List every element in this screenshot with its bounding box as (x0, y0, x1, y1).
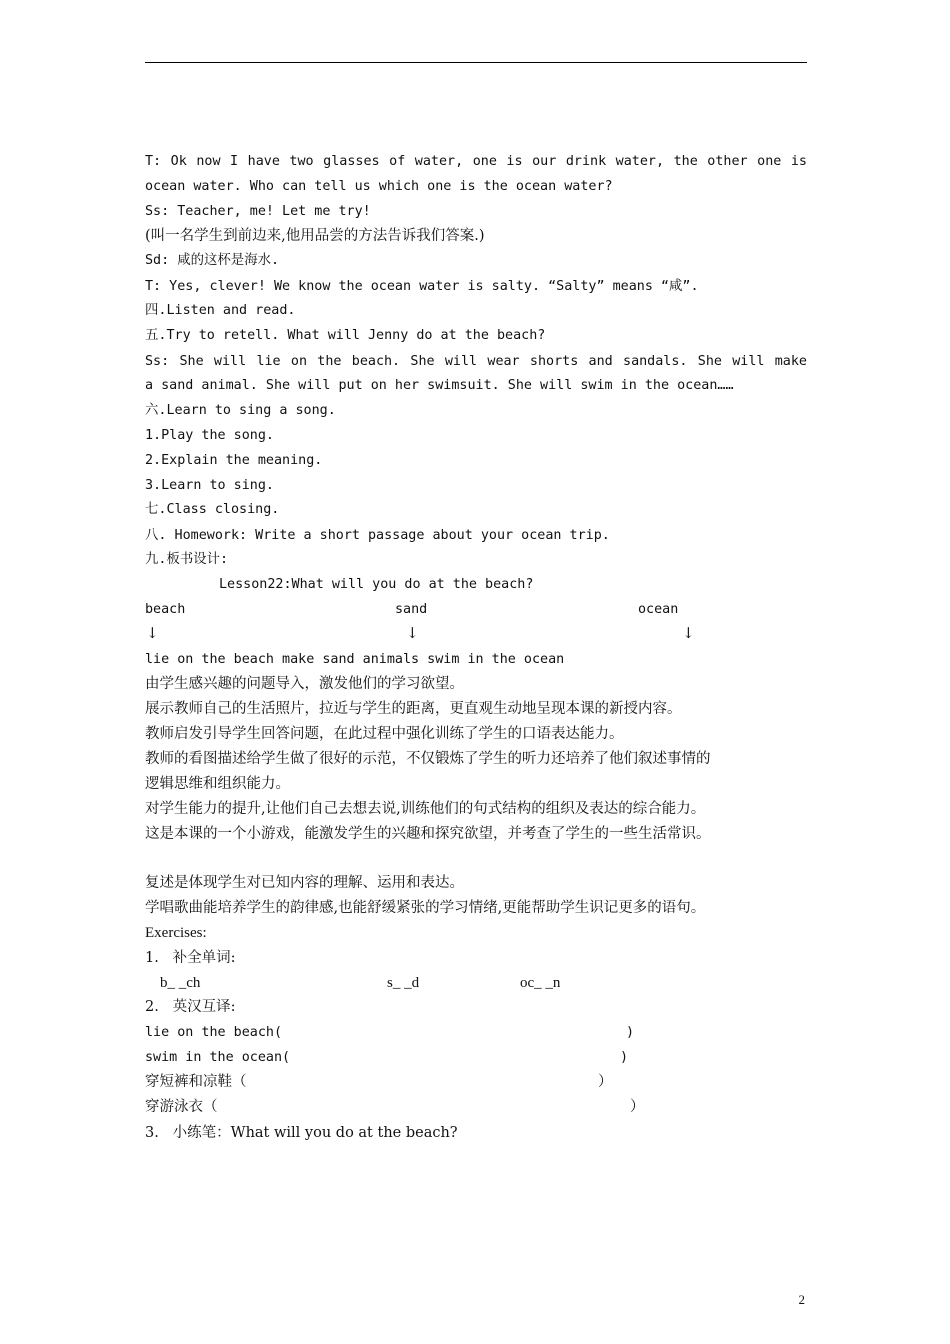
exercises-heading: Exercises: (145, 925, 207, 941)
text-line: 3.Learn to sing. (145, 478, 274, 493)
translate-item: 穿短裤和凉鞋（ (145, 1074, 247, 1090)
note-line: 由学生感兴趣的问题导入，激发他们的学习欲望。 (145, 676, 464, 692)
translate-close-paren: ） (630, 1099, 645, 1115)
text-line: Ss: Teacher, me! Let me try! (145, 204, 371, 219)
board-title: Lesson22:What will you do at the beach? (219, 577, 534, 592)
board-word-ocean: ocean (638, 602, 679, 617)
text-line: 七.Class closing. (145, 502, 280, 517)
fill-word-sand: s_ _d (387, 975, 420, 991)
text-line: Ss: She will lie on the beach. She will wear shorts and sandals. She will make (145, 354, 807, 369)
note-line: 这是本课的一个小游戏，能激发学生的兴趣和探究欲望，并考查了学生的一些生活常识。 (145, 826, 711, 842)
board-word-beach: beach (145, 602, 186, 617)
arrow-down-icon: ↓ (406, 624, 419, 642)
translate-item: lie on the beach( (145, 1025, 283, 1040)
text-line: 九.板书设计: (145, 552, 229, 567)
note-line: 逻辑思维和组织能力。 (145, 776, 290, 792)
text-line: 1.Play the song. (145, 428, 274, 443)
text-line: (叫一名学生到前边来,他用品尝的方法告诉我们答案.) (145, 228, 485, 244)
arrow-down-icon: ↓ (682, 624, 695, 642)
text-line: 八. Homework: Write a short passage about your ocean trip. (145, 528, 610, 543)
text-line: T: Yes, clever! We know the ocean water is salty. “Salty” means “咸”. (145, 279, 699, 294)
note-line: 学唱歌曲能培养学生的韵律感,也能舒缓紧张的学习情绪,更能帮助学生识记更多的语句。 (145, 900, 706, 916)
translate-item: swim in the ocean( (145, 1050, 291, 1065)
text-line: ocean water. Who can tell us which one is the ocean water? (145, 179, 613, 194)
fill-word-ocean: oc_ _n (520, 975, 561, 991)
exercise-q2: 2. 英汉互译: (145, 999, 236, 1015)
note-line: 对学生能力的提升,让他们自己去想去说,训练他们的句式结构的组织及表达的综合能力。 (145, 801, 706, 817)
translate-close-paren: ） (598, 1074, 613, 1090)
text-line: 四.Listen and read. (145, 303, 296, 318)
translate-close-paren: ) (620, 1050, 629, 1065)
translate-item: 穿游泳衣（ (145, 1099, 218, 1115)
board-phrases: lie on the beach make sand animals swim in the ocean (145, 652, 565, 667)
text-line: 五.Try to retell. What will Jenny do at the beach? (145, 328, 546, 343)
fill-word-beach: b_ _ch (160, 975, 201, 991)
arrow-down-icon: ↓ (146, 624, 159, 642)
text-line: 六.Learn to sing a song. (145, 403, 336, 418)
text-line: Sd: 咸的这杯是海水. (145, 253, 280, 268)
note-line: 复述是体现学生对已知内容的理解、运用和表达。 (145, 875, 464, 891)
text-line: a sand animal. She will put on her swimsuit. She will swim in the ocean…… (145, 378, 734, 393)
page-number: 2 (798, 1292, 805, 1307)
note-line: 教师启发引导学生回答问题，在此过程中强化训练了学生的口语表达能力。 (145, 726, 624, 742)
translate-close-paren: ) (626, 1025, 635, 1040)
text-line: 2.Explain the meaning. (145, 453, 323, 468)
exercise-q1: 1. 补全单词: (145, 950, 236, 966)
header-rule (145, 62, 807, 63)
text-line: T: Ok now I have two glasses of water, one is our drink water, the other one is (145, 154, 807, 169)
note-line: 展示教师自己的生活照片，拉近与学生的距离，更直观生动地呈现本课的新授内容。 (145, 701, 682, 717)
exercise-q3: 3. 小练笔：What will you do at the beach? (145, 1125, 458, 1141)
board-word-sand: sand (395, 602, 428, 617)
note-line: 教师的看图描述给学生做了很好的示范，不仅锻炼了学生的听力还培养了他们叙述事情的 (145, 751, 711, 767)
